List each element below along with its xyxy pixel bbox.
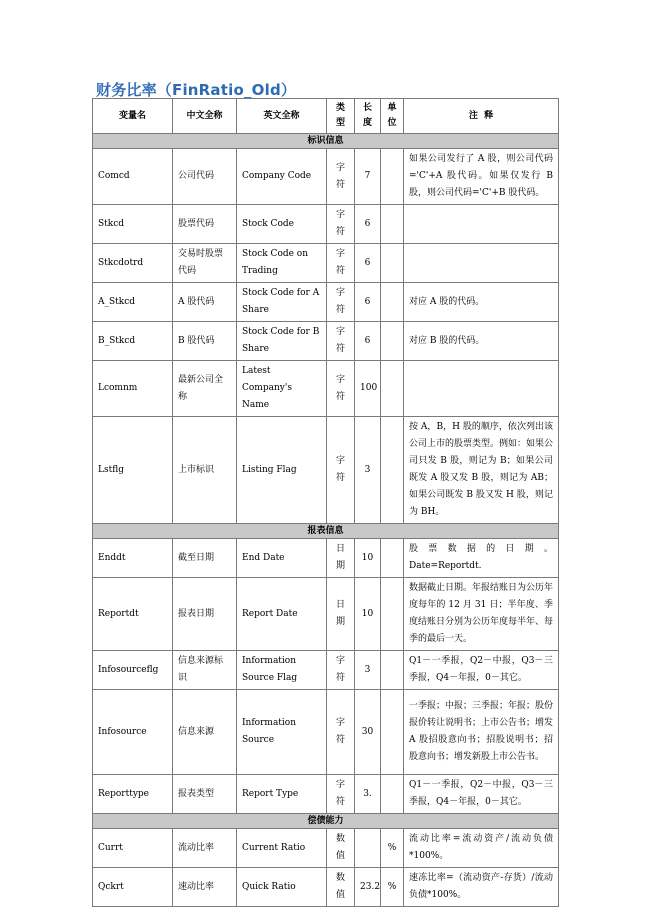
cell-unit: % — [381, 829, 404, 868]
cell-note: 流动比率=流动资产/流动负债*100%。 — [404, 829, 559, 868]
cell-length: 10 — [355, 539, 381, 578]
cell-en-name: Company Code — [237, 149, 327, 205]
cell-unit — [381, 417, 404, 524]
cell-type: 字符 — [327, 322, 355, 361]
cell-length: 3 — [355, 651, 381, 690]
cell-unit — [381, 361, 404, 417]
cell-type: 日期 — [327, 539, 355, 578]
cell-en-name: Stock Code for A Share — [237, 283, 327, 322]
cell-type: 字符 — [327, 651, 355, 690]
cell-length: 23.2 — [355, 868, 381, 907]
cell-cn-name: A 股代码 — [173, 283, 237, 322]
table-row — [93, 775, 559, 814]
cell-type: 字符 — [327, 149, 355, 205]
section-header-row — [93, 134, 559, 149]
cell-type: 日期 — [327, 578, 355, 651]
cell-var-name: Infosourceflg — [93, 651, 173, 690]
document-title: 财务比率（FinRatio_Old） — [96, 81, 297, 99]
cell-var-name: Stkcd — [93, 205, 173, 244]
cell-en-name: Current Ratio — [237, 829, 327, 868]
table-row — [93, 539, 559, 578]
cell-en-name: Information Source Flag — [237, 651, 327, 690]
cell-var-name: B_Stkcd — [93, 322, 173, 361]
cell-en-name: Latest Company's Name — [237, 361, 327, 417]
cell-unit — [381, 690, 404, 775]
cell-cn-name: 报表日期 — [173, 578, 237, 651]
cell-unit: % — [381, 868, 404, 907]
cell-unit — [381, 205, 404, 244]
cell-unit — [381, 539, 404, 578]
cell-type: 字符 — [327, 283, 355, 322]
variable-spec-table — [92, 98, 559, 907]
cell-cn-name: 公司代码 — [173, 149, 237, 205]
header-en-name: 英文全称 — [237, 99, 327, 134]
table-row — [93, 651, 559, 690]
cell-length: 3. — [355, 775, 381, 814]
cell-en-name: Report Date — [237, 578, 327, 651]
cell-note: 对应 B 股的代码。 — [404, 322, 559, 361]
cell-en-name: End Date — [237, 539, 327, 578]
cell-type: 数值 — [327, 829, 355, 868]
cell-cn-name: 信息来源标识 — [173, 651, 237, 690]
cell-en-name: Stock Code for B Share — [237, 322, 327, 361]
cell-var-name: Lcomnm — [93, 361, 173, 417]
cell-length: 6 — [355, 205, 381, 244]
cell-var-name: Enddt — [93, 539, 173, 578]
cell-length: 7 — [355, 149, 381, 205]
cell-en-name: Listing Flag — [237, 417, 327, 524]
cell-length: 6 — [355, 283, 381, 322]
cell-note: 速冻比率=（流动资产-存货）/流动负债*100%。 — [404, 868, 559, 907]
cell-var-name: Qckrt — [93, 868, 173, 907]
cell-note: Q1－一季报，Q2－中报，Q3－三季报，Q4－年报，0－其它。 — [404, 651, 559, 690]
cell-var-name: Currt — [93, 829, 173, 868]
cell-var-name: A_Stkcd — [93, 283, 173, 322]
cell-length: 6 — [355, 244, 381, 283]
table-body — [93, 134, 559, 907]
section-title: 偿债能力 — [93, 814, 559, 829]
table-row — [93, 578, 559, 651]
cell-type: 数值 — [327, 868, 355, 907]
cell-length: 10 — [355, 578, 381, 651]
cell-unit — [381, 775, 404, 814]
cell-var-name: Lstflg — [93, 417, 173, 524]
header-unit: 单 位 — [381, 99, 404, 134]
cell-unit — [381, 322, 404, 361]
cell-note: 对应 A 股的代码。 — [404, 283, 559, 322]
header-var-name: 变量名 — [93, 99, 173, 134]
cell-cn-name: 交易时股票代码 — [173, 244, 237, 283]
header-length: 长 度 — [355, 99, 381, 134]
cell-en-name: Stock Code — [237, 205, 327, 244]
table-header-row — [93, 99, 559, 134]
header-note: 注 释 — [404, 99, 559, 134]
cell-en-name: Report Type — [237, 775, 327, 814]
section-title: 报表信息 — [93, 524, 559, 539]
cell-var-name: Stkcdotrd — [93, 244, 173, 283]
table-row — [93, 868, 559, 907]
cell-cn-name: 流动比率 — [173, 829, 237, 868]
cell-cn-name: 信息来源 — [173, 690, 237, 775]
cell-en-name: Stock Code on Trading — [237, 244, 327, 283]
table-row — [93, 283, 559, 322]
cell-note: 股票数据的日期。Date=Reportdt. — [404, 539, 559, 578]
cell-type: 字符 — [327, 205, 355, 244]
cell-length: 3 — [355, 417, 381, 524]
cell-type: 字符 — [327, 775, 355, 814]
section-header-row — [93, 524, 559, 539]
cell-var-name: Reporttype — [93, 775, 173, 814]
cell-cn-name: 上市标识 — [173, 417, 237, 524]
cell-length: 6 — [355, 322, 381, 361]
table-row — [93, 361, 559, 417]
header-cn-name: 中文全称 — [173, 99, 237, 134]
cell-type: 字符 — [327, 690, 355, 775]
cell-cn-name: 最新公司全称 — [173, 361, 237, 417]
cell-unit — [381, 149, 404, 205]
cell-cn-name: 报表类型 — [173, 775, 237, 814]
cell-en-name: Information Source — [237, 690, 327, 775]
section-header-row — [93, 814, 559, 829]
cell-length — [355, 829, 381, 868]
cell-note — [404, 205, 559, 244]
cell-cn-name: 截至日期 — [173, 539, 237, 578]
cell-type: 字符 — [327, 244, 355, 283]
cell-unit — [381, 244, 404, 283]
table-row — [93, 244, 559, 283]
cell-unit — [381, 651, 404, 690]
cell-unit — [381, 578, 404, 651]
table-row — [93, 149, 559, 205]
cell-length: 100 — [355, 361, 381, 417]
header-type: 类 型 — [327, 99, 355, 134]
cell-var-name: Reportdt — [93, 578, 173, 651]
cell-cn-name: B 股代码 — [173, 322, 237, 361]
cell-note: 数据截止日期。年报结账日为公历年度每年的 12 月 31 日；半年度、季度结账日分别为公历年度每半年、每季的最后一天。 — [404, 578, 559, 651]
table-row — [93, 205, 559, 244]
cell-note — [404, 361, 559, 417]
cell-cn-name: 股票代码 — [173, 205, 237, 244]
cell-note: 如果公司发行了 A 股，则公司代码='C'+A 股代码。如果仅发行 B 股，则公司代码='C'+B 股代码。 — [404, 149, 559, 205]
cell-cn-name: 速动比率 — [173, 868, 237, 907]
table-row — [93, 417, 559, 524]
cell-note: Q1－一季报，Q2－中报，Q3－三季报，Q4－年报，0－其它。 — [404, 775, 559, 814]
cell-note: 按 A，B，H 股的顺序，依次列出该公司上市的股票类型。例如：如果公司只发 B 股，则记为 B；如果公司既发 A 股又发 B 股，则记为 AB；如果公司既发 B 股又发 H 股，则记为 BH。 — [404, 417, 559, 524]
cell-note: 一季报；中报；三季报；年报；股份报价转让说明书；上市公告书；增发 A 股招股意向书；招股说明书；招股意向书；增发新股上市公告书。 — [404, 690, 559, 775]
section-title: 标识信息 — [93, 134, 559, 149]
table-row — [93, 322, 559, 361]
cell-type: 字符 — [327, 417, 355, 524]
table-row — [93, 690, 559, 775]
table-row — [93, 829, 559, 868]
cell-type: 字符 — [327, 361, 355, 417]
cell-note — [404, 244, 559, 283]
cell-var-name: Infosource — [93, 690, 173, 775]
cell-en-name: Quick Ratio — [237, 868, 327, 907]
cell-var-name: Comcd — [93, 149, 173, 205]
cell-unit — [381, 283, 404, 322]
cell-length: 30 — [355, 690, 381, 775]
